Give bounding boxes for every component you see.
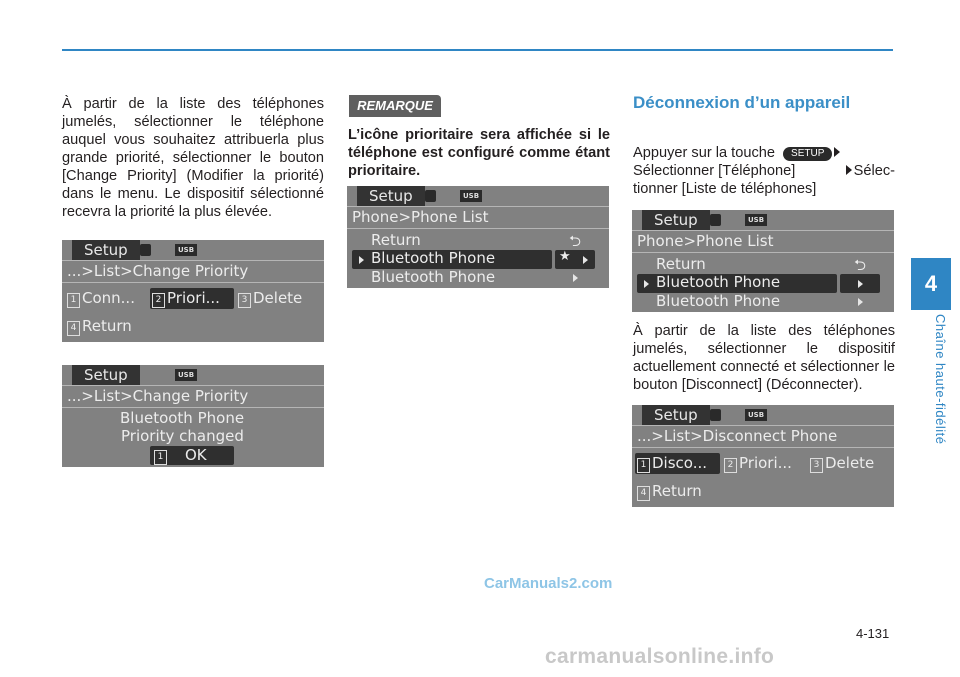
priori-button[interactable] — [724, 454, 792, 473]
chevron-right-icon — [644, 280, 649, 288]
screen-tabbar — [347, 186, 609, 206]
screen-header: ...>List>Change Priority — [67, 262, 249, 280]
delete-button[interactable] — [810, 454, 874, 473]
number-2-icon: 2 — [724, 458, 737, 473]
chevron-right-icon — [858, 280, 863, 288]
screen-divider — [632, 252, 894, 253]
message-line-1: Bluetooth Phone — [120, 409, 245, 427]
chevron-right-icon — [858, 298, 863, 306]
chevron-right-icon — [359, 256, 364, 264]
screen-divider — [62, 385, 324, 386]
phone-item-2[interactable]: Bluetooth Phone — [656, 292, 781, 310]
return-button[interactable] — [67, 317, 132, 336]
delete-label: Delete — [825, 454, 875, 472]
screen-header: ...>List>Change Priority — [67, 387, 249, 405]
return-button[interactable] — [637, 482, 702, 501]
chevron-right-icon — [573, 274, 578, 282]
bluetooth-icon — [425, 190, 436, 202]
return-label: Return — [82, 317, 132, 335]
priori-label: Priori... — [739, 454, 792, 472]
ok-button[interactable] — [154, 446, 207, 465]
return-item[interactable]: Return — [656, 255, 706, 273]
screen-header: ...>List>Disconnect Phone — [637, 427, 838, 445]
screen-tabbar — [632, 210, 894, 230]
arrow-right-icon — [846, 165, 852, 175]
ok-label: OK — [185, 446, 207, 464]
footer-watermark: carmanualsonline.info — [545, 645, 775, 668]
screen-tabbar — [62, 365, 324, 385]
screen-divider — [62, 260, 324, 261]
intro-paragraph: À partir de la liste des téléphones jumelés, sélectionner le téléphone auquel vous souhaitez attribuerla plus grande priorité, sélectionner le bouton [Change Priority] (Modifier la priorité) dans le menu. Le dispositif sélectionné recevra la priorité la plus élevée. — [62, 96, 324, 220]
arrow-right-icon — [834, 147, 840, 157]
top-rule — [62, 49, 893, 51]
step1-select-phone: Sélectionner [Téléphone] — [633, 163, 796, 179]
bluetooth-icon — [710, 214, 721, 226]
number-1-icon: 1 — [154, 450, 167, 465]
back-icon: ⮌ — [569, 232, 582, 250]
number-3-icon: 3 — [238, 293, 251, 308]
bluetooth-icon — [710, 409, 721, 421]
step1-paragraph — [633, 144, 895, 198]
number-4-icon: 4 — [67, 321, 80, 336]
priori-button[interactable] — [152, 289, 220, 308]
delete-button[interactable] — [238, 289, 302, 308]
chevron-right-icon — [583, 256, 588, 264]
message-line-2: Priority changed — [121, 427, 244, 445]
screen-divider — [347, 206, 609, 207]
screen-change-priority — [62, 240, 324, 342]
screen-phone-list-priority — [347, 186, 609, 288]
screen-divider — [347, 228, 609, 229]
page-number: 4-131 — [856, 626, 890, 641]
number-1-icon: 1 — [67, 293, 80, 308]
screen-divider — [62, 282, 324, 283]
delete-label: Delete — [253, 289, 303, 307]
screen-divider — [632, 425, 894, 426]
setup-key-icon: SETUP — [783, 147, 832, 161]
phone-item-1[interactable]: Bluetooth Phone — [371, 249, 496, 267]
chapter-tab[interactable]: 4 — [911, 258, 951, 310]
step1-line-1 — [633, 144, 895, 162]
screen-tabbar — [62, 240, 324, 260]
chapter-title: Chaîne haute-fidélité — [933, 314, 948, 445]
setup-tab: Setup — [642, 405, 710, 425]
setup-tab: Setup — [72, 365, 140, 385]
bluetooth-icon — [140, 244, 151, 256]
priori-label: Priori... — [167, 289, 220, 307]
number-2-icon: 2 — [152, 293, 165, 308]
step1-line-3: tionner [Liste de téléphones] — [633, 181, 817, 197]
screen-header: Phone>Phone List — [352, 208, 489, 226]
return-label: Return — [652, 482, 702, 500]
step2-paragraph: À partir de la liste des téléphones jumelés, sélectionner le dispositif actuellement connecté et sélectionner le bouton [Disconnect] (Déconnecter). — [633, 323, 895, 393]
usb-icon: USB — [175, 369, 197, 381]
usb-icon: USB — [460, 190, 482, 202]
conn-label: Conn... — [82, 289, 135, 307]
disco-button[interactable] — [637, 454, 707, 473]
usb-icon: USB — [745, 409, 767, 421]
remarque-label: REMARQUE — [349, 95, 441, 117]
setup-tab: Setup — [642, 210, 710, 230]
phone-item-2[interactable]: Bluetooth Phone — [371, 268, 496, 286]
screen-tabbar — [632, 405, 894, 425]
disco-label: Disco... — [652, 454, 707, 472]
conn-button[interactable] — [67, 289, 135, 308]
section-title: Déconnexion d’un appareil — [633, 93, 851, 112]
screen-priority-changed — [62, 365, 324, 467]
step1-select-word: Sélec- — [853, 163, 895, 179]
usb-icon: USB — [745, 214, 767, 226]
phone-item-1[interactable]: Bluetooth Phone — [656, 273, 781, 291]
screen-divider — [632, 230, 894, 231]
setup-tab: Setup — [72, 240, 140, 260]
screen-phone-list — [632, 210, 894, 312]
step1-line-2b — [844, 162, 895, 180]
screen-header: Phone>Phone List — [637, 232, 774, 250]
priority-star-icon: ★ — [559, 249, 571, 264]
setup-tab: Setup — [357, 186, 425, 206]
watermark: CarManuals2.com — [484, 575, 613, 592]
number-4-icon: 4 — [637, 486, 650, 501]
number-3-icon: 3 — [810, 458, 823, 473]
usb-icon: USB — [175, 244, 197, 256]
screen-disconnect — [632, 405, 894, 507]
back-icon: ⮌ — [854, 256, 867, 274]
screen-divider — [62, 407, 324, 408]
number-1-icon: 1 — [637, 458, 650, 473]
step1-prefix: Appuyer sur la touche — [633, 145, 775, 161]
return-item[interactable]: Return — [371, 231, 421, 249]
screen-divider — [632, 447, 894, 448]
step1-line-2 — [633, 162, 895, 180]
note-paragraph: L’icône prioritaire sera affichée si le téléphone est configuré comme étant prioritaire. — [348, 127, 610, 179]
